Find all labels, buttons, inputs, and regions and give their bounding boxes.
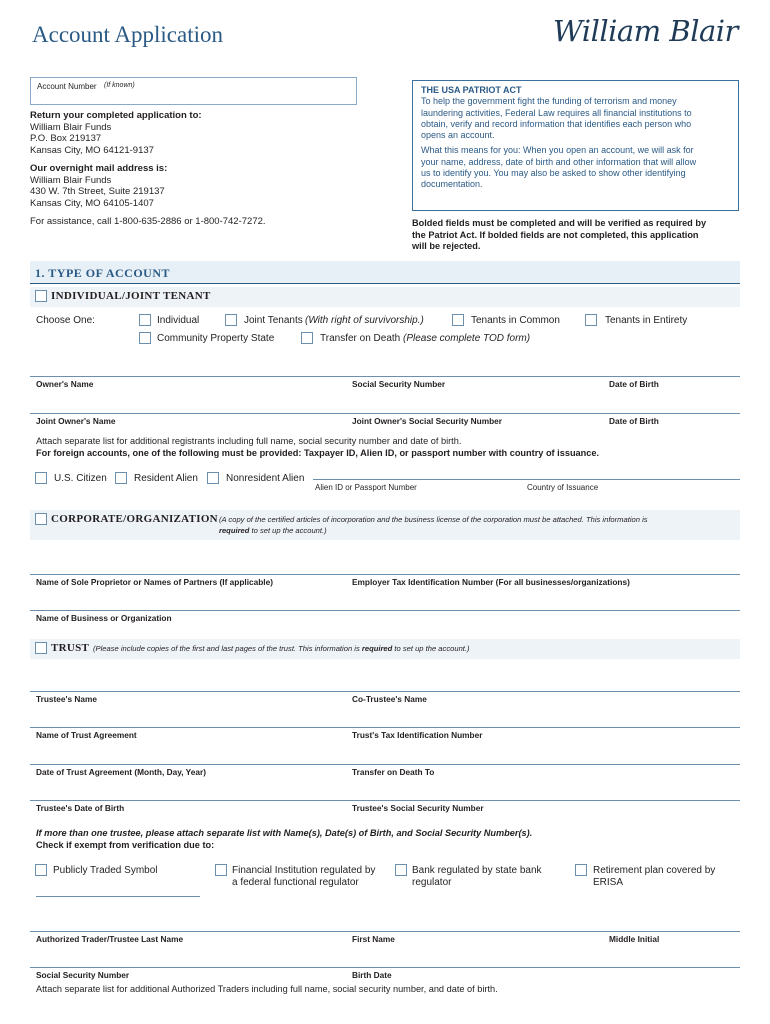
- patriot-para2-line: your name, address, date of birth and other information that will allow: [421, 156, 697, 167]
- retirement-plan-line: ERISA: [593, 876, 624, 888]
- return-heading: Return your completed application to:: [30, 110, 202, 121]
- resident-alien-label: Resident Alien: [134, 473, 198, 484]
- account-number-field[interactable]: [30, 77, 357, 105]
- ein-label: Employer Tax Identification Number (For all businesses/organizations): [352, 577, 630, 587]
- trust-subheader: [30, 639, 740, 659]
- community-property-label: Community Property State: [157, 333, 275, 344]
- trust-tod-label: Transfer on Death To: [352, 767, 435, 777]
- tenants-common-checkbox[interactable]: [452, 314, 464, 326]
- return-line: P.O. Box 219137: [30, 133, 102, 145]
- joint-tenants-note: (With right of survivorship.): [305, 315, 424, 326]
- trust-date-field-line[interactable]: [30, 764, 740, 765]
- corporate-required: required: [219, 526, 250, 535]
- financial-institution-label: [232, 865, 375, 888]
- symbol-field-line[interactable]: [36, 896, 200, 897]
- overnight-heading: Our overnight mail address is:: [30, 162, 168, 174]
- trader-last-name-label: Authorized Trader/Trustee Last Name: [36, 934, 184, 944]
- country-label: Country of Issuance: [527, 483, 599, 492]
- financial-institution-checkbox[interactable]: [215, 864, 227, 876]
- nonresident-alien-label: Nonresident Alien: [226, 473, 305, 484]
- attach-traders-note: Attach separate list for additional Authorized Traders including full name, social security number, and date of birth.: [36, 984, 498, 994]
- financial-institution-line: Financial Institution regulated by: [232, 865, 376, 876]
- us-citizen-label: U.S. Citizen: [54, 473, 107, 484]
- tod-label: Transfer on Death: [320, 333, 401, 344]
- tod-checkbox[interactable]: [301, 332, 313, 344]
- patriot-para2-line: What this means for you: When you open an account, we will ask for: [421, 145, 694, 156]
- community-property-checkbox[interactable]: [139, 332, 151, 344]
- patriot-para1-line: opens an account.: [421, 130, 495, 141]
- overnight-line: William Blair Funds: [30, 174, 112, 186]
- bold-note-line: Bolded fields must be completed and will be verified as required by: [412, 218, 707, 228]
- foreign-accounts-note: For foreign accounts, one of the following must be provided: Taxpayer ID, Alien ID, or passport number with country of issuance.: [36, 448, 600, 458]
- business-name-label: Name of Business or Organization: [36, 613, 172, 623]
- bank-regulated-label: [412, 865, 542, 888]
- page-title: Account Application: [32, 22, 223, 47]
- joint-ssn-label: Joint Owner's Social Security Number: [352, 416, 502, 426]
- corporate-note-b: [219, 526, 327, 535]
- individual-subheader: [30, 287, 740, 307]
- corporate-note-a: (A copy of the certified articles of incorporation and the business license of the corporation must be attached. This information is: [219, 515, 648, 524]
- co-trustee-label: Co-Trustee's Name: [352, 694, 427, 704]
- overnight-line: 430 W. 7th Street, Suite 219137: [30, 186, 165, 198]
- trust-agreement-name-label: Name of Trust Agreement: [36, 730, 137, 740]
- trust-note-b: to set up the account.): [394, 644, 470, 653]
- return-line: William Blair Funds: [30, 121, 112, 133]
- bank-regulated-line: regulator: [412, 876, 452, 888]
- trust-agreement-field-line[interactable]: [30, 727, 740, 728]
- trust-title: TRUST: [51, 642, 90, 654]
- individual-checkbox[interactable]: [139, 314, 151, 326]
- trust-checkbox[interactable]: [35, 642, 47, 654]
- section-1-title: 1. TYPE OF ACCOUNT: [35, 266, 171, 280]
- business-name-field-line[interactable]: [30, 610, 740, 611]
- tod-note: (Please complete TOD form): [403, 333, 531, 344]
- trader-name-field-line[interactable]: [30, 931, 740, 932]
- sole-prop-label: Name of Sole Proprietor or Names of Partners (If applicable): [36, 577, 273, 587]
- individual-option-label: Individual: [157, 315, 200, 326]
- trust-note: [93, 644, 470, 653]
- publicly-traded-label: Publicly Traded Symbol: [53, 865, 158, 876]
- trader-ssn-label: Social Security Number: [36, 970, 130, 980]
- corporate-subheader: [30, 510, 740, 540]
- trustee-field-line[interactable]: [30, 691, 740, 692]
- joint-tenants-label: Joint Tenants: [244, 315, 303, 326]
- patriot-para2-line: us to identify you. You may also be asked to show other identifying: [421, 168, 686, 179]
- corporate-note-b-rest: to set up the account.): [249, 526, 327, 535]
- tenants-entirety-label: Tenants in Entirety: [605, 315, 688, 326]
- trust-tax-id-label: Trust's Tax Identification Number: [352, 730, 483, 740]
- nonresident-alien-checkbox[interactable]: [207, 472, 219, 484]
- patriot-heading: THE USA PATRIOT ACT: [421, 85, 522, 95]
- patriot-para1-line: obtain, verify and record information that identifies each person who: [421, 118, 692, 129]
- bold-note-line: will be rejected.: [412, 241, 481, 251]
- joint-dob-label: Date of Birth: [609, 416, 659, 426]
- corporate-checkbox[interactable]: [35, 513, 47, 525]
- retirement-plan-label: [593, 865, 715, 888]
- sole-prop-field-line[interactable]: [30, 574, 740, 575]
- overnight-line: Kansas City, MO 64105-1407: [30, 197, 154, 209]
- joint-owner-field-line[interactable]: [30, 413, 740, 414]
- individual-joint-title: INDIVIDUAL/JOINT TENANT: [51, 290, 211, 302]
- birth-date-label: Birth Date: [352, 970, 392, 980]
- attach-registrants-note: Attach separate list for additional registrants including full name, social security number and date of birth.: [36, 436, 462, 446]
- financial-institution-line: a federal functional regulator: [232, 876, 359, 888]
- choose-one-label: Choose One:: [36, 315, 95, 326]
- trader-ssn-field-line[interactable]: [30, 967, 740, 968]
- patriot-para2-line: documentation.: [421, 179, 483, 190]
- account-number-hint: (If known): [104, 82, 135, 89]
- tenants-entirety-checkbox[interactable]: [585, 314, 597, 326]
- company-logo: William Blair: [553, 14, 738, 48]
- dob-label: Date of Birth: [609, 379, 659, 389]
- bolded-fields-note: [412, 218, 742, 253]
- owner-name-label: Owner's Name: [36, 379, 94, 389]
- resident-alien-checkbox[interactable]: [115, 472, 127, 484]
- bank-regulated-checkbox[interactable]: [395, 864, 407, 876]
- trust-required: required: [361, 644, 393, 653]
- tenants-common-label: Tenants in Common: [471, 315, 560, 326]
- section-1-rule: [30, 283, 740, 284]
- patriot-para1-line: laundering activities, Federal Law requires all financial institutions to: [421, 107, 692, 118]
- trustee-dob-field-line[interactable]: [30, 800, 740, 801]
- trustee-name-label: Trustee's Name: [36, 694, 98, 704]
- trustee-dob-label: Trustee's Date of Birth: [36, 803, 125, 813]
- trust-note-a: (Please include copies of the first and last pages of the trust. This information is: [93, 644, 360, 653]
- individual-joint-checkbox[interactable]: [35, 290, 47, 302]
- joint-tenants-checkbox[interactable]: [225, 314, 237, 326]
- bank-regulated-line: Bank regulated by state bank: [412, 865, 542, 876]
- ssn-label: Social Security Number: [352, 379, 446, 389]
- retirement-plan-checkbox[interactable]: [575, 864, 587, 876]
- publicly-traded-checkbox[interactable]: [35, 864, 47, 876]
- section-1-header: [30, 261, 740, 283]
- return-address-block: [30, 110, 350, 227]
- patriot-act-box: [412, 80, 739, 211]
- patriot-para1-line: To help the government fight the funding of terrorism and money: [421, 96, 677, 107]
- account-number-label: Account Number: [37, 82, 97, 91]
- bold-note-line: the Patriot Act. If bolded fields are not completed, this application: [412, 229, 699, 240]
- trust-date-label: Date of Trust Agreement (Month, Day, Year): [36, 767, 206, 777]
- assistance-note: For assistance, call 1-800-635-2886 or 1-800-742-7272.: [30, 215, 266, 227]
- exempt-note: Check if exempt from verification due to:: [36, 840, 215, 850]
- owner-field-line[interactable]: [30, 376, 740, 377]
- trustee-ssn-label: Trustee's Social Security Number: [352, 803, 484, 813]
- alien-id-field-line[interactable]: [313, 479, 740, 480]
- middle-initial-label: Middle Initial: [609, 934, 660, 944]
- joint-owner-name-label: Joint Owner's Name: [36, 416, 116, 426]
- retirement-plan-line: Retirement plan covered by: [593, 865, 716, 876]
- first-name-label: First Name: [352, 934, 395, 944]
- return-line: Kansas City, MO 64121-9137: [30, 145, 154, 157]
- us-citizen-checkbox[interactable]: [35, 472, 47, 484]
- alien-id-label: Alien ID or Passport Number: [315, 483, 417, 492]
- multi-trustee-note: If more than one trustee, please attach separate list with Name(s), Date(s) of Birth, and Social Security Number(s).: [36, 828, 533, 838]
- corporate-title: CORPORATE/ORGANIZATION: [51, 513, 218, 525]
